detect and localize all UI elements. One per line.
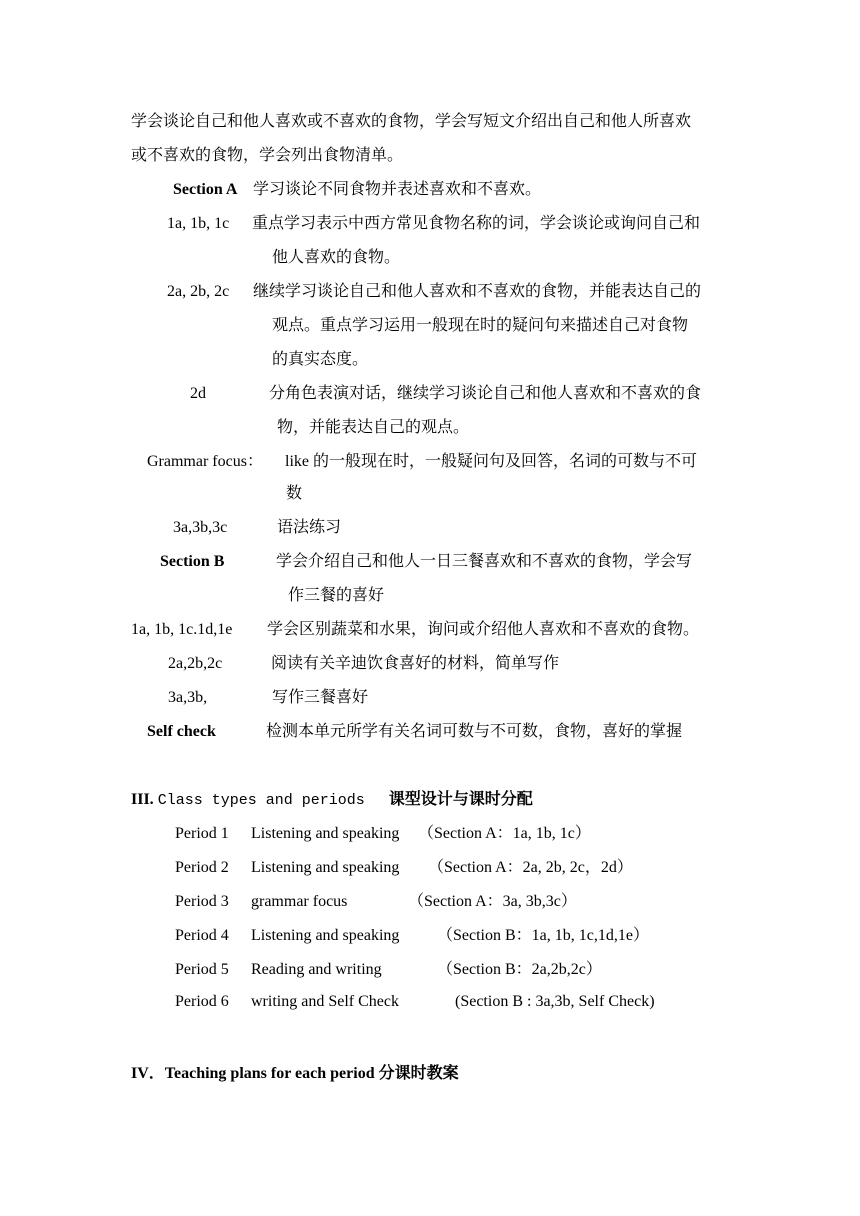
period-6-label: Period 6 (175, 993, 229, 1010)
grammar-focus-line-1: like 的一般现在时，一般疑问句及回答，名词的可数与不可 (285, 453, 697, 470)
section-b-item-3-desc: 写作三餐喜好 (272, 689, 369, 706)
period-1-type: Listening and speaking (251, 825, 400, 842)
practice-code: 3a,3b,3c (173, 519, 228, 536)
grammar-focus-label: Grammar focus： (147, 453, 263, 470)
section-3-title-en: Class types and periods (157, 792, 365, 809)
section-a-label: Section A (173, 181, 238, 198)
section-3-heading (131, 790, 533, 811)
intro-line-1: 学会谈论自己和他人喜欢或不喜欢的食物，学会写短文介绍出自己和他人所喜欢 (131, 113, 692, 130)
section-a-desc: 学习谈论不同食物并表述喜欢和不喜欢。 (253, 181, 542, 198)
period-4-label: Period 4 (175, 927, 229, 944)
section-a-item-2-code: 2a, 2b, 2c (167, 283, 230, 300)
section-a-item-3-code: 2d (190, 385, 206, 402)
period-5-type: Reading and writing (251, 961, 382, 978)
period-6-section: (Section B : 3a,3b, Self Check) (455, 993, 655, 1010)
period-2-label: Period 2 (175, 859, 229, 876)
section-a-item-2-line-2: 观点。重点学习运用一般现在时的疑问句来描述自己对食物 (272, 317, 689, 334)
section-a-item-2-line-1: 继续学习谈论自己和他人喜欢和不喜欢的食物，并能表达自己的 (253, 283, 702, 300)
period-5-label: Period 5 (175, 961, 229, 978)
period-4-section: （Section B：1a, 1b, 1c,1d,1e） (437, 927, 649, 944)
period-3-label: Period 3 (175, 893, 229, 910)
intro-line-2: 或不喜欢的食物，学会列出食物清单。 (131, 147, 404, 164)
section-b-label: Section B (160, 553, 225, 570)
self-check-desc: 检测本单元所学有关名词可数与不可数，食物，喜好的掌握 (266, 723, 683, 740)
self-check-label: Self check (147, 723, 216, 740)
section-3-number: III. (131, 791, 154, 808)
period-2-section: （Section A：2a, 2b, 2c，2d） (428, 859, 633, 876)
section-a-item-3-line-1: 分角色表演对话，继续学习谈论自己和他人喜欢和不喜欢的食 (269, 385, 702, 402)
section-b-line-1: 学会介绍自己和他人一日三餐喜欢和不喜欢的食物，学会写 (276, 553, 693, 570)
period-1-section: （Section A：1a, 1b, 1c） (418, 825, 591, 842)
section-b-item-1-desc: 学会区别蔬菜和水果，询问或介绍他人喜欢和不喜欢的食物。 (267, 621, 700, 638)
period-3-type: grammar focus (251, 893, 348, 910)
period-2-type: Listening and speaking (251, 859, 400, 876)
section-b-line-2: 作三餐的喜好 (288, 587, 385, 604)
section-a-item-3-line-2: 物，并能表达自己的观点。 (277, 419, 470, 436)
grammar-focus-line-2: 数 (286, 485, 303, 502)
section-b-item-3-code: 3a,3b, (168, 689, 208, 706)
section-3-title-cn: 课型设计与课时分配 (388, 791, 533, 808)
section-a-item-2-line-3: 的真实态度。 (272, 351, 369, 368)
section-b-item-1-code: 1a, 1b, 1c.1d,1e (131, 621, 233, 638)
practice-desc: 语法练习 (277, 519, 342, 536)
period-3-section: （Section A：3a, 3b,3c） (408, 893, 577, 910)
section-b-item-2-desc: 阅读有关辛迪饮食喜好的材料，简单写作 (271, 655, 560, 672)
period-1-label: Period 1 (175, 825, 229, 842)
section-b-item-2-code: 2a,2b,2c (168, 655, 223, 672)
section-a-item-1-line-2: 他人喜欢的食物。 (272, 249, 401, 266)
period-5-section: （Section B：2a,2b,2c） (437, 961, 602, 978)
section-a-item-1-line-1: 重点学习表示中西方常见食物名称的词，学会谈论或询问自己和 (252, 215, 701, 232)
section-a-item-1-code: 1a, 1b, 1c (167, 215, 230, 232)
period-6-type: writing and Self Check (251, 993, 399, 1010)
period-4-type: Listening and speaking (251, 927, 400, 944)
section-4-title: IV．Teaching plans for each period 分课时教案 (131, 1065, 459, 1082)
